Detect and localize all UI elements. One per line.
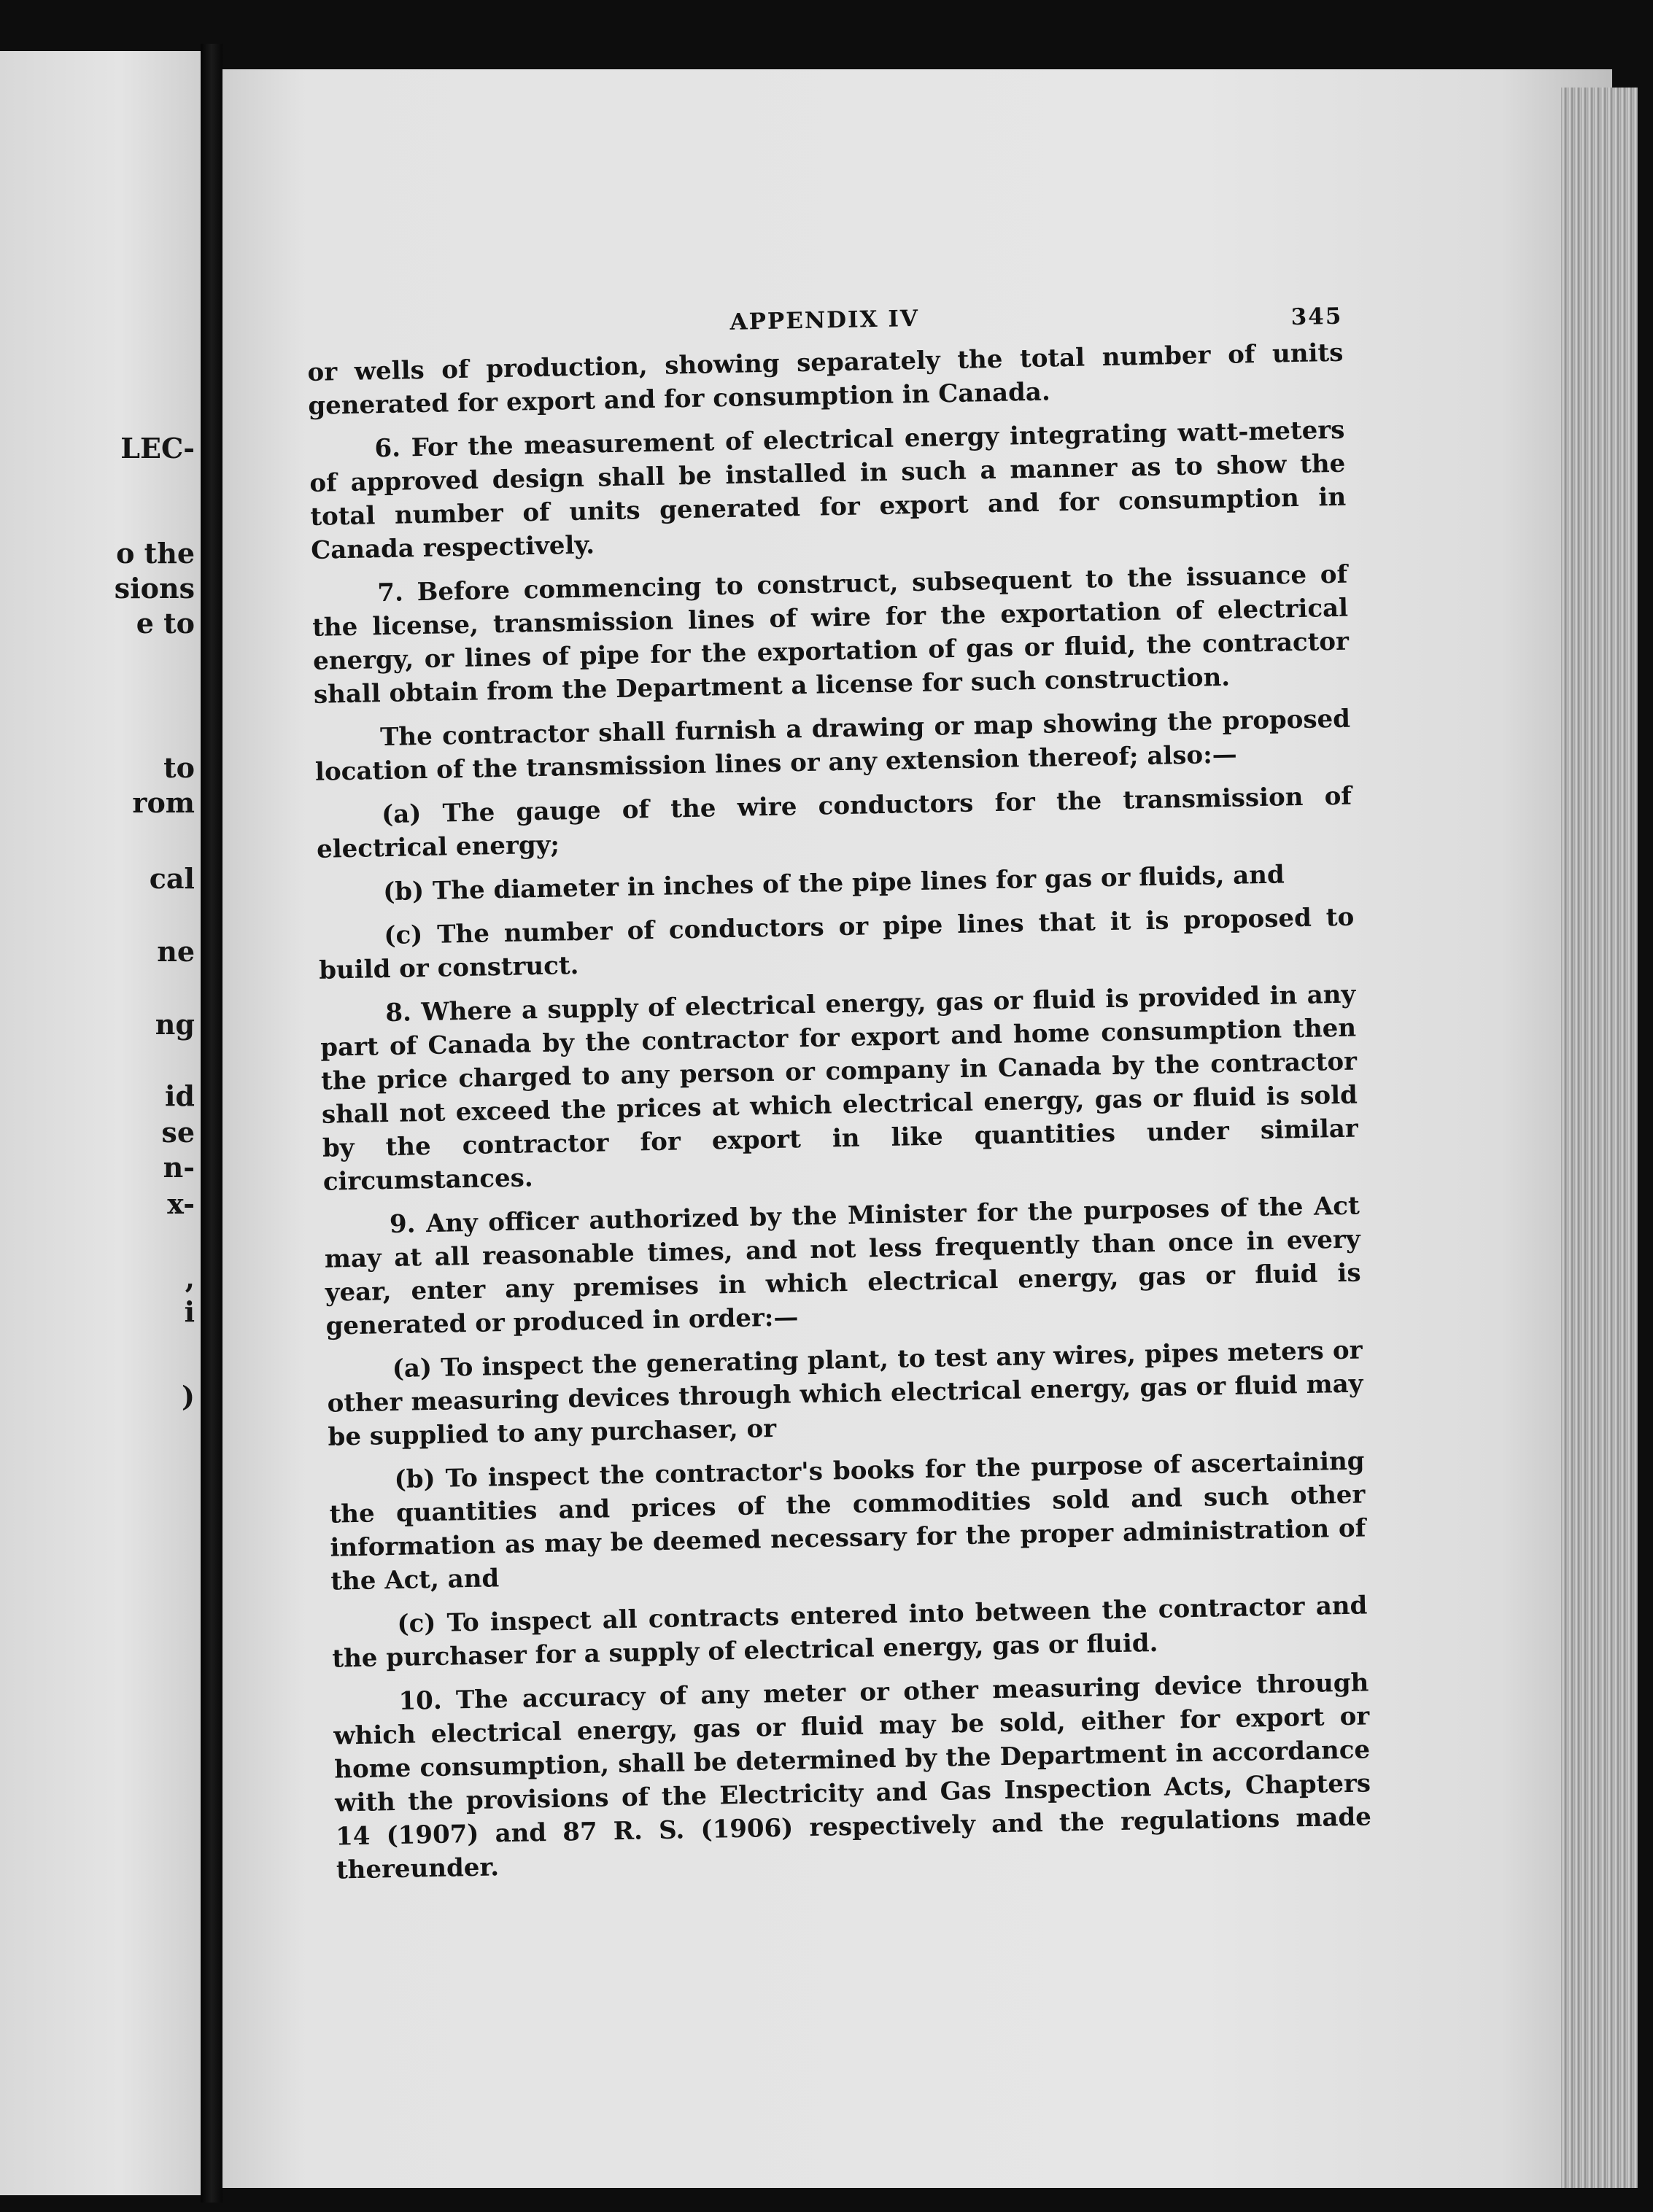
facing-page-line: o the [116, 537, 195, 570]
facing-page-line: ) [182, 1380, 195, 1413]
paragraph: (c) The number of conductors or pipe lines that it is proposed to build or construct. [318, 902, 1355, 985]
page-text [306, 294, 1372, 1898]
paragraph: 7. Before commencing to construct, subsequent to the issuance of the license, transmission lines of wire for the exportation of electrical energy, or lines of pipe for the exportation of gas or fluid, the contractor shall obtain from the Department a license for such construction. [311, 559, 1350, 710]
facing-page-line: LEC- [120, 432, 195, 465]
paragraph: (b) The diameter in inches of the pipe lines for gas or fluids, and [382, 860, 1285, 907]
facing-page-line: , [185, 1262, 195, 1295]
paragraph: or wells of production, showing separately the total number of units generated for export and for consumption in Canada. [307, 338, 1344, 421]
paragraph: (a) The gauge of the wire conductors for the transmission of electrical energy; [316, 781, 1352, 864]
facing-page-line: e to [136, 607, 195, 640]
page-edges [1561, 88, 1638, 2188]
facing-page-line: rom [132, 786, 195, 819]
facing-page-line: se [161, 1116, 195, 1149]
page-number: 345 [1290, 303, 1343, 331]
facing-page-line: cal [149, 862, 195, 895]
paragraph: 9. Any officer authorized by the Minister for the purposes of the Act may at all reasonable times, and not less frequently than once in every year, enter any premises in which electrical energy, gas or fluid is generated or produced in order:— [324, 1191, 1361, 1341]
paragraph: (a) To inspect the generating plant, to test any wires, pipes meters or other measuring devices through which electrical energy, gas or fluid may be supplied to any purchaser, or [327, 1335, 1363, 1452]
paragraph: 10. The accuracy of any meter or other measuring device through which electrical energy, gas or fluid may be sold, either for export or home consumption, shall be determined by the Department in accordance with the provisions of the Electricity and Gas Inspection Acts, Chapters 14 (1907) and 87 R. S. (1906) respectively and the regulations made thereunder. [333, 1668, 1372, 1885]
paragraph: 8. Where a supply of electrical energy, gas or fluid is provided in any part of Canada by the contractor for export and home consumption then the price charged to any person or company in Canada by the contractor shall not exceed the prices at which electrical energy, gas or fluid is sold by the contractor for export in like quantities under similar circumstances. [320, 979, 1359, 1197]
paragraph: (c) To inspect all contracts entered into between the contractor and the purchaser for a supply of electrical energy, gas or fluid. [332, 1591, 1368, 1674]
paragraph: (b) To inspect the contractor's books for the purpose of ascertaining the quantities and prices of the commodities sold and such other information as may be deemed necessary for the proper administration of the Act, and [329, 1446, 1366, 1596]
facing-page-fragment [0, 51, 201, 2195]
facing-page-line: n- [163, 1151, 195, 1184]
facing-page-line: ne [157, 935, 195, 968]
header-title: APPENDIX IV [729, 305, 920, 335]
facing-page-line: ng [155, 1008, 195, 1041]
facing-page-line: to [163, 751, 195, 784]
paragraph: 6. For the measurement of electrical energy integrating watt-meters of approved design shall be installed in such a manner as to show the total number of units generated for export and for consumption in Canada respectively. [309, 415, 1347, 565]
book-gutter [201, 44, 222, 2203]
facing-page-line: i [184, 1295, 195, 1328]
facing-page-line: sions [114, 572, 195, 605]
paragraph: The contractor shall furnish a drawing or map showing the proposed location of the transmission lines or any extension thereof; also:— [314, 704, 1351, 787]
facing-page-line: id [164, 1079, 195, 1112]
facing-page-line: x- [167, 1187, 195, 1220]
